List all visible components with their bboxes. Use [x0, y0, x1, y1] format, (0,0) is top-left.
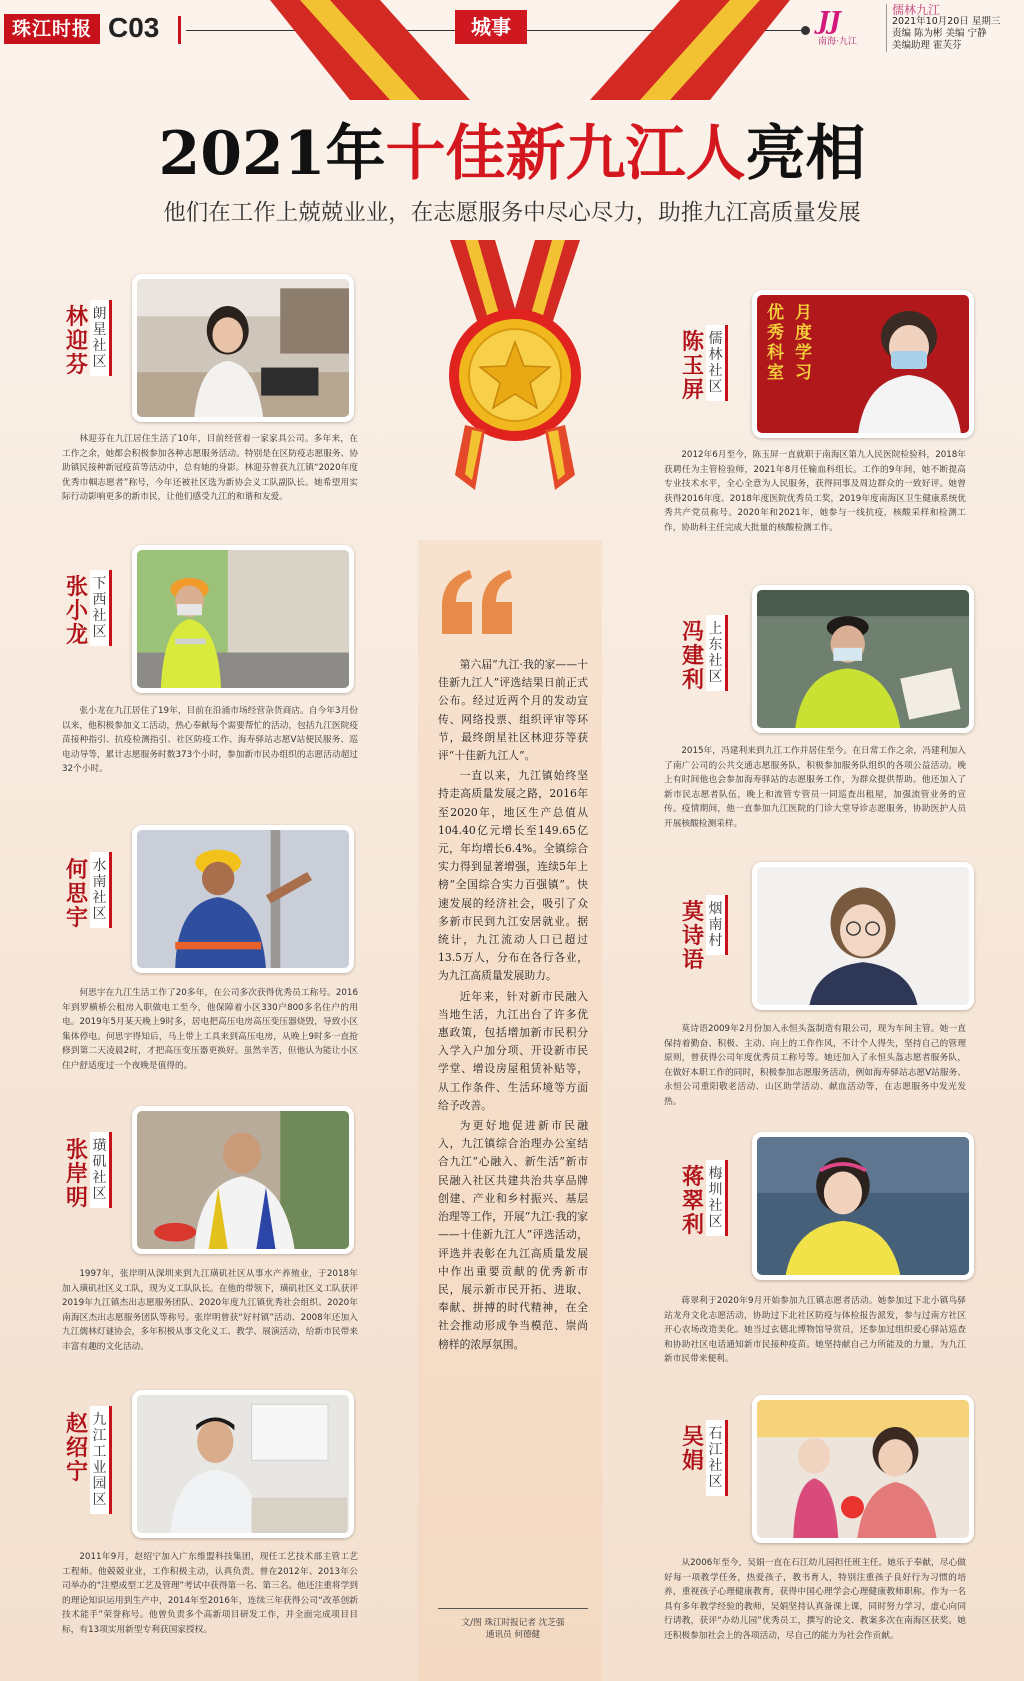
intro-paragraph: 近年来，针对新市民融入当地生活，九江出台了许多优惠政策，包括增加新市民积分入学入户加分项、开设新市民学堂、增设房屋租赁补贴等，从工作条件、生活环境等方面给予改善。 [438, 989, 588, 1112]
intro-article [438, 656, 588, 1356]
headline-suffix: 亮相 [745, 119, 866, 189]
person-name: 张岸明 [65, 1137, 88, 1211]
person-community: 璜矶社区 [90, 1132, 112, 1208]
page-number: C03 [108, 12, 160, 43]
byline-correspondent: 通讯员 何德健 [485, 1630, 541, 1640]
person-photo [752, 290, 974, 438]
person-community: 儒林社区 [706, 325, 728, 401]
ribbon-banner-decoration [270, 0, 790, 100]
intro-paragraph: 一直以来，九江镇始终坚持走高质量发展之路，2016年至2020年，地区生产总值从104.40亿元增长至149.65亿元，年均增长6.4%。全镇综合实力得到显著增强，连续5年上榜“全国综合实力百强镇”。快速发展的经济社会，吸引了众多新市民到九江安居就业。据统计，九江流动人口已超过13.5万人，分布在各行各业，为九江高质量发展助力。 [438, 769, 588, 983]
person-community: 下西社区 [90, 570, 112, 646]
person-photo [752, 862, 974, 1010]
person-bio: 张小龙在九江居住了19年，目前在沿涌市场经营杂货商店。自今年3月份以来，他积极参加义工活动，热心奉献每个需要帮忙的活动，包括九江医院疫苗接种指引、抗疫检测指引、社区防疫工作、海寿驿站志愿V站便民服务、巡电动导等，累计志愿服务时数373个小时，参加新市民办组织的志愿活动超过32个小时。 [62, 706, 358, 775]
person-photo [752, 1132, 974, 1280]
byline-reporter: 文/图 珠江时报记者 沈芝强 [461, 1618, 565, 1628]
person-community: 上东社区 [706, 615, 728, 691]
person-bio: 林迎芬在九江居住生活了10年，目前经营着一家家具公司。多年来，在工作之余，她都会积极参加各种志愿服务活动。特别是在区防疫志愿服务、协助镇民接种新冠疫苗等活动中，总有她的身影。林迎芬曾获九江镇“2020年度优秀巾帼志愿者”称号，今年还被社区选为新协会义工队副队长。她希望用实际行动影响更多的新市民，让他们感受九江的和谐和友爱。 [62, 434, 358, 503]
subheadline: 他们在工作上兢兢业业，在志愿服务中尽心尽力，助推九江高质量发展 [163, 200, 861, 226]
headline-highlight: 十佳新九江人 [385, 119, 746, 189]
person-bio: 1997年，张岸明从深圳来到九江璜矶社区从事水产养殖业，于2018年加入璜矶社区义工队，现为义工队队长。在他的带领下，璜矶社区义工队获评2019年九江镇杰出志愿服务团队、2020年度九江镇优秀社会组织、2020年南海区杰出志愿服务团队等称号。张岸明曾获“好村镇”活动、2008年还加入九江儒林灯谜协会，多年积极从事文化义工、教学、展演活动，给新市民带来丰富有趣的文化活动。 [62, 1269, 358, 1352]
person-bio: 莫诗语2009年2月份加入永恒头盔制造有限公司，现为车间主管。她一直保持着勤奋、积极、主动、向上的工作作风，不计个人得失，坚持自己的管理原则，曾获得公司年度优秀员工称号等。她还加入了永恒头盔志愿者服务队，在做好本职工作的同时，积极参加志愿服务活动，例如海寿驿站志愿V站服务、永恒公司重阳敬老活动、山区助学活动、献血活动等，在志愿服务中发光发热。 [664, 1024, 966, 1107]
person-name: 张小龙 [65, 574, 88, 648]
doctor-figure [837, 295, 974, 438]
editor-assistant: 美编助理 霍芙芬 [892, 40, 962, 51]
section-label: 城事 [455, 10, 527, 44]
header-info [886, 4, 1020, 52]
person-photo [752, 1395, 974, 1543]
gold-medal-icon [420, 240, 610, 495]
issue-date: 2021年10月20日 星期三 [892, 16, 1001, 27]
person-community: 烟南村 [706, 895, 728, 955]
person-name: 吴娟 [681, 1424, 704, 1474]
person-bio: 2015年，冯建利来到九江工作并居住至今。在日常工作之余，冯建利加入了南广公司的公共交通志愿服务队，积极参加服务队组织的各项公益活动。晚上有时间他也会参加海寿驿站的志愿服务工作，为群众提供帮助。他还加入了新市民志愿者队伍，晚上和流管专管员一同巡查出租屋，加强流管业务的宣传。疫情期间，他一直参加九江医院的门诊大堂导诊志愿服务，协助医护人员开展核酸检测采样。 [664, 746, 966, 829]
headline [0, 118, 1024, 190]
person-bio: 2011年9月，赵绍宁加入广东维盟科技集团，现任工艺技术部主管工艺工程师。他兢兢业业，工作积极主动，认真负责。曾在2012年、2013年公司举办的“注塑成型工艺及管理”考试中获得第一名、第三名。他还注重将学到的理论知识运用到生产中，2014年至2016年，连续三年获得公司“改革创新技术能手”荣誉称号。他曾负责多个高新项目研发工作，并全面完成项目目标，有13项实用新型专利获国家授权。 [62, 1552, 358, 1635]
person-photo [132, 545, 354, 693]
person-photo [132, 274, 354, 422]
town-logo [818, 8, 880, 48]
header-divider [178, 16, 181, 44]
person-community: 梅圳社区 [706, 1160, 728, 1236]
intro-paragraph: 为更好地促进新市民融入，九江镇综合治理办公室结合九江“心融入、新生活”新市民融入社区共建共治共享品牌创建、产业和乡村振兴、基层治理等工作，开展“九江·我的家——十佳新九江人”评选活动，评选并表彰在九江高质量发展中作出重要贡献的优秀新市民，展示新市民开拓、进取、奉献、拼搏的时代精神，在全社会推动形成争当模范、崇尚榜样的浓厚氛围。 [438, 1119, 588, 1351]
photo-banner-text: 优秀科室 [767, 303, 784, 383]
person-community: 朗星社区 [90, 300, 112, 376]
person-community: 九江工业园区 [90, 1406, 112, 1514]
headline-year: 2021年 [158, 119, 386, 189]
editors: 责编 陈为彬 美编 宁静 [892, 28, 987, 39]
person-name: 林迎芬 [65, 304, 88, 378]
person-bio: 从2006年至今，吴娟一直在石江幼儿园担任班主任。她乐于奉献，尽心做好每一项教学任务，热爱孩子，教书育人，特别注重孩子良好行为习惯的培养，重视孩子心理健康教育，获得中国心理学会心理健康教师职称。作为一名具有多年教学经验的教师，吴娟坚持认真备课上课，同时努力学习，虚心向同行请教，获评“办幼儿园”优秀员工，撰写的论文、教案多次在南海区获奖。她还积极参加社会上的各项活动，尽自己的能力为社会作贡献。 [664, 1558, 966, 1641]
person-bio: 何思宇在九江生活工作了20多年，在公司多次获得优秀员工称号。2016年到罗横桥公租房入职做电工至今，他保障着小区330户800多名住户的用电。2019年5月某天晚上9时多，居电把高压电房高压变压器烧毁，导致小区集体停电。何思宇得知后，马上带上工具来到高压电房，从晚上9时多一直抢修到第二天凌晨2时，才把高压变压器更换好。虽然辛苦，但他认为能让小区住户舒适度过一个夜晚是值得的。 [62, 988, 358, 1071]
person-bio: 蒋翠利于2020年9月开始参加九江镇志愿者活动。她参加过下北小镇鸟驿站龙舟文化志愿活动，协助过下北社区防疫与体检报告派发，参与过南方社区开心农场改造美化。她当过玄德北博物馆导赏员，还参加过组织爱心驿站巡查和协助社区电话通知新市民接种疫苗。她坚持献自己力所能及的力量，为九江新市民带来便利。 [664, 1296, 966, 1365]
person-community: 石江社区 [706, 1420, 728, 1496]
photo-banner-text: 月度学习 [795, 303, 812, 383]
person-name: 陈玉屏 [681, 329, 704, 403]
town-logo-caption: 南海·九江 [818, 37, 857, 47]
person-name: 何思宇 [65, 857, 88, 931]
person-bio: 2012年6月至今，陈玉屏一直就职于南海区第九人民医院检验科，2018年获聘任为主管检验师，2021年8月任输血科组长。工作的9年间，她不断提高专业技术水平，全心全意为人民服务，获得同事及周边群众的一致好评。她曾获得2016年度、2018年度医院优秀员工奖，2019年度南海区卫生健康系统优秀共产党员称号。2020年和2021年，她参与一线抗疫，核酸采样和检测工作，协助科主任完成大批量的核酸检测工作。 [664, 450, 966, 533]
quote-mark-icon [438, 568, 518, 638]
person-photo [752, 585, 974, 733]
person-community: 水南社区 [90, 852, 112, 928]
person-photo [132, 1390, 354, 1538]
edition-name: 儒林九江 [892, 3, 941, 17]
person-name: 冯建利 [681, 619, 704, 693]
byline [438, 1608, 588, 1641]
person-photo [132, 825, 354, 973]
person-name: 赵绍宁 [65, 1411, 88, 1485]
person-name: 蒋翠利 [681, 1164, 704, 1238]
person-name: 莫诗语 [681, 899, 704, 973]
masthead-logo: 珠江时报 [4, 14, 100, 44]
intro-paragraph: 第六届“九江·我的家——十佳新九江人”评选结果日前正式公布。经过近两个月的发动宣传、网络投票、组织评审等环节，最终朗星社区林迎芬等获评“十佳新九江人”。 [438, 658, 588, 763]
person-photo [132, 1106, 354, 1254]
town-logo-mark: JJ [818, 6, 841, 35]
